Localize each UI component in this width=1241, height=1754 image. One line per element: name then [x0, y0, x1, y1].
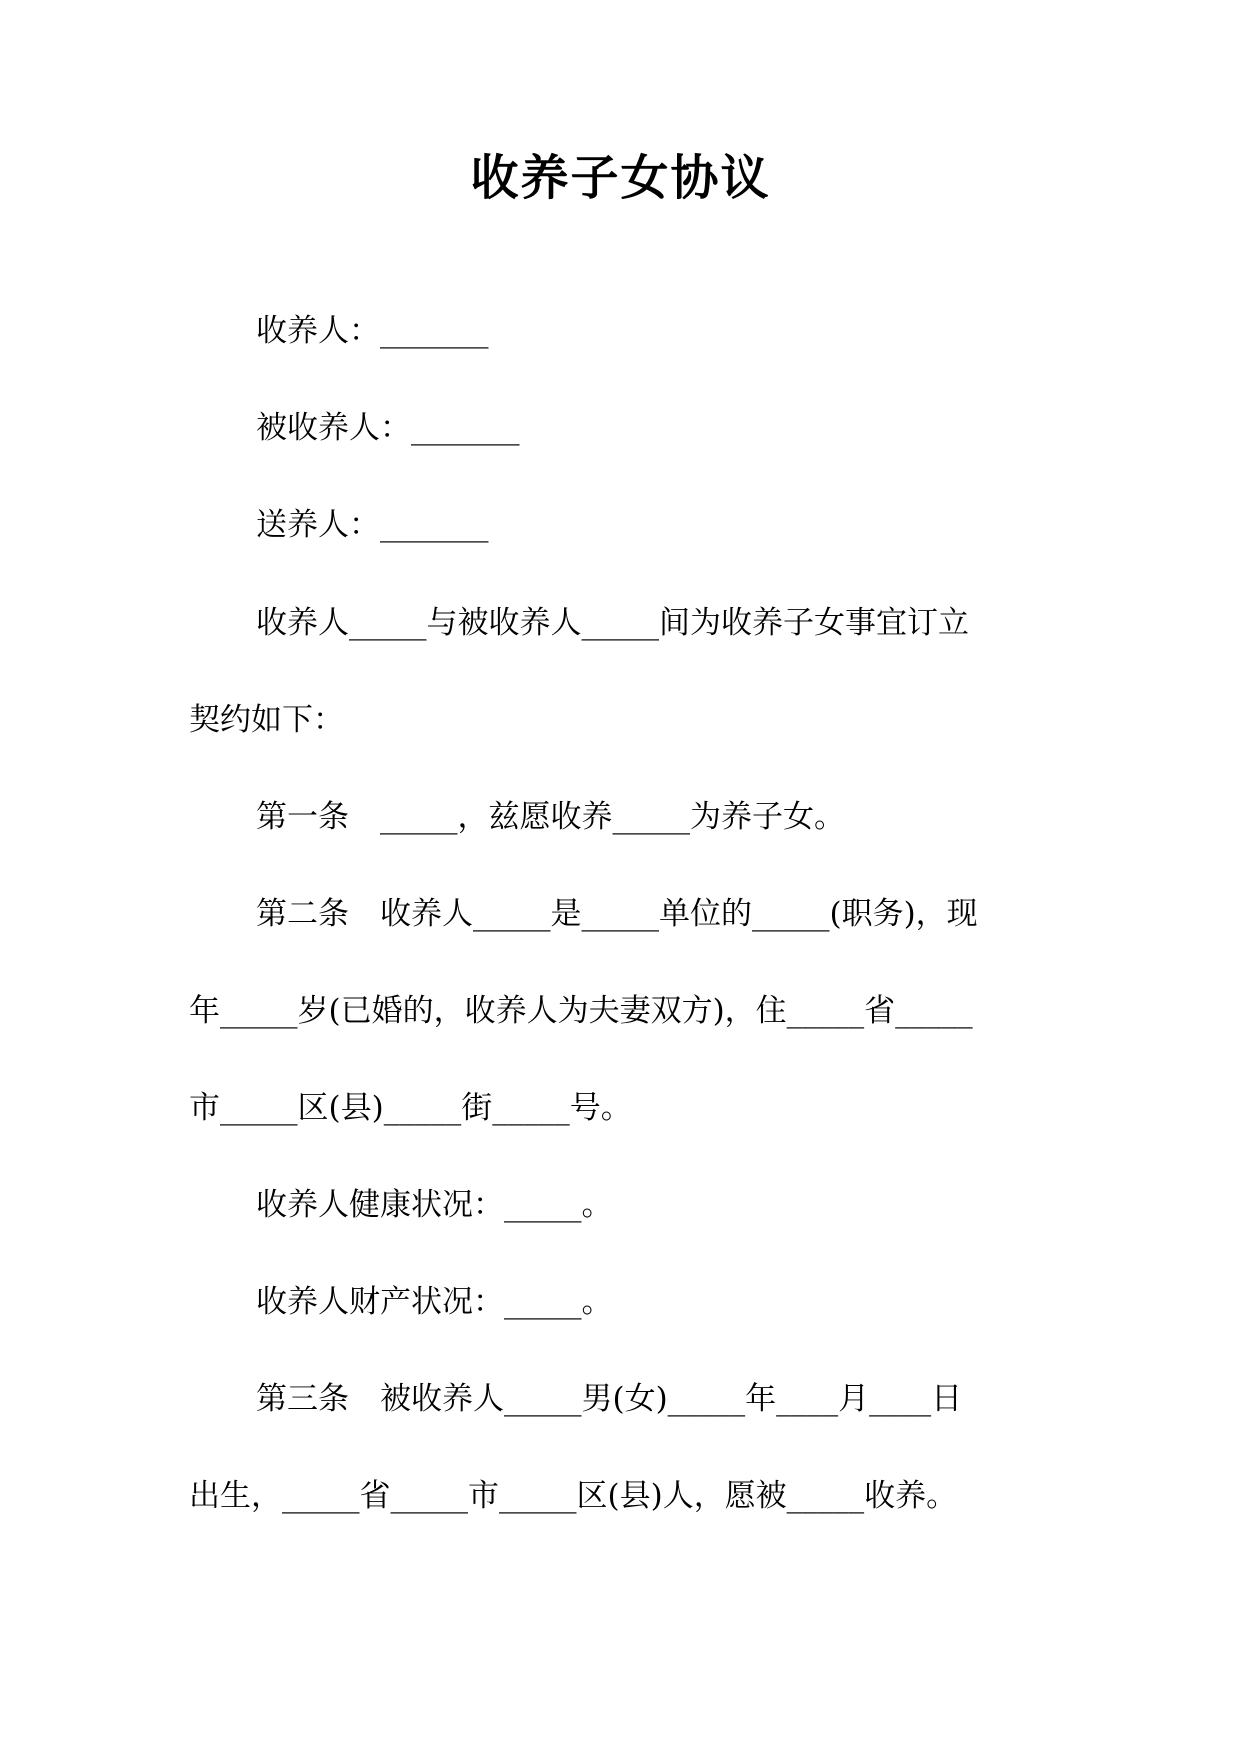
adopter-line: 收养人：_______: [256, 313, 489, 349]
placing-party-line: 送养人：_______: [256, 507, 489, 543]
article-2-line-2: 年_____岁(已婚的，收养人为夫妻双方)，住_____省_____: [189, 993, 973, 1029]
health-status-line: 收养人健康状况：_____。: [256, 1187, 613, 1223]
article-1-line: 第一条 _____，兹愿收养_____为养子女。: [256, 799, 845, 835]
article-2-line-3: 市_____区(县)_____街_____号。: [189, 1090, 632, 1126]
article-3-line-2: 出生，_____省_____市_____区(县)人，愿被_____收养。: [189, 1478, 958, 1514]
intro-paragraph-line-2: 契约如下：: [189, 702, 344, 738]
article-3-line-1: 第三条 被收养人_____男(女)_____年____月____日: [256, 1381, 963, 1417]
adoptee-line: 被收养人：_______: [256, 410, 520, 446]
property-status-line: 收养人财产状况：_____。: [256, 1284, 613, 1320]
document-title: 收养子女协议: [470, 150, 771, 206]
article-2-line-1: 第二条 收养人_____是_____单位的_____(职务)，现: [256, 896, 978, 932]
intro-paragraph-line-1: 收养人_____与被收养人_____间为收养子女事宜订立: [256, 605, 969, 641]
